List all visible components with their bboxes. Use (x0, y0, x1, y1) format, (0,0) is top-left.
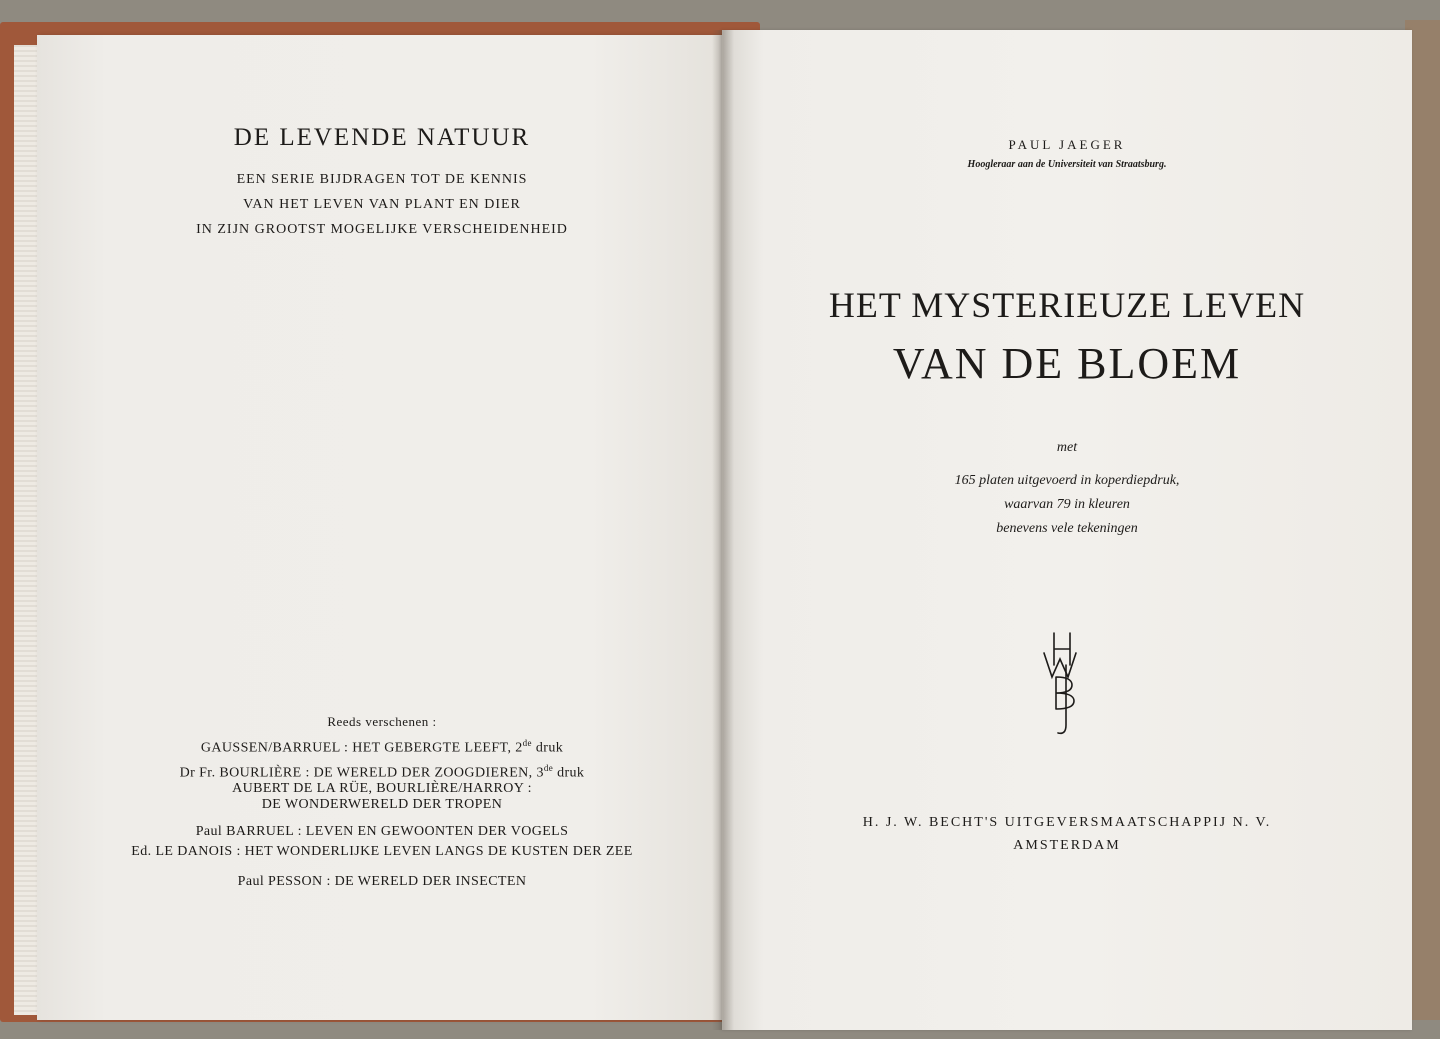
publication-item: DE WONDERWERELD DER TROPEN (261, 797, 503, 812)
book-details-line: benevens vele tekeningen (996, 521, 1138, 536)
book-details-line: met (1056, 440, 1078, 455)
series-description-line: EEN SERIE BIJDRAGEN TOT DE KENNIS (236, 172, 528, 187)
book-details-line: waarvan 79 in kleuren (1004, 497, 1130, 512)
publisher-name: H. J. W. BECHT'S UITGEVERSMAATSCHAPPIJ N. V. (862, 815, 1272, 830)
series-title: DE LEVENDE NATUUR (233, 124, 531, 151)
publication-item: Dr Fr. BOURLIÈRE : DE WERELD DER ZOOGDIEREN, 3de druk (179, 763, 585, 781)
already-published-label: Reeds verschenen : (327, 714, 437, 729)
publication-item: AUBERT DE LA RÜE, BOURLIÈRE/HARROY : (232, 781, 532, 796)
publisher-city: AMSTERDAM (1013, 838, 1121, 853)
book-title-line-2: VAN DE BLOEM (892, 339, 1242, 388)
series-description-line: VAN HET LEVEN VAN PLANT EN DIER (243, 197, 521, 212)
publication-item: GAUSSEN/BARRUEL : HET GEBERGTE LEEFT, 2de druk (200, 738, 564, 756)
series-description-line: IN ZIJN GROOTST MOGELIJKE VERSCHEIDENHEID (196, 222, 568, 237)
publication-item: Paul BARRUEL : LEVEN EN GEWOONTEN DER VOGELS (195, 824, 569, 839)
author-name: PAUL JAEGER (1008, 137, 1126, 152)
book-title-line-1: HET MYSTERIEUZE LEVEN (828, 285, 1306, 325)
book-details-line: 165 platen uitgevoerd in koperdiepdruk, (954, 473, 1180, 488)
publication-item: Ed. LE DANOIS : HET WONDERLIJKE LEVEN LANGS DE KUSTEN DER ZEE (131, 844, 633, 859)
author-affiliation: Hoogleraar aan de Universiteit van Straatsburg. (967, 159, 1167, 170)
publication-item: Paul PESSON : DE WERELD DER INSECTEN (237, 874, 527, 889)
publisher-monogram-icon (1040, 625, 1090, 745)
